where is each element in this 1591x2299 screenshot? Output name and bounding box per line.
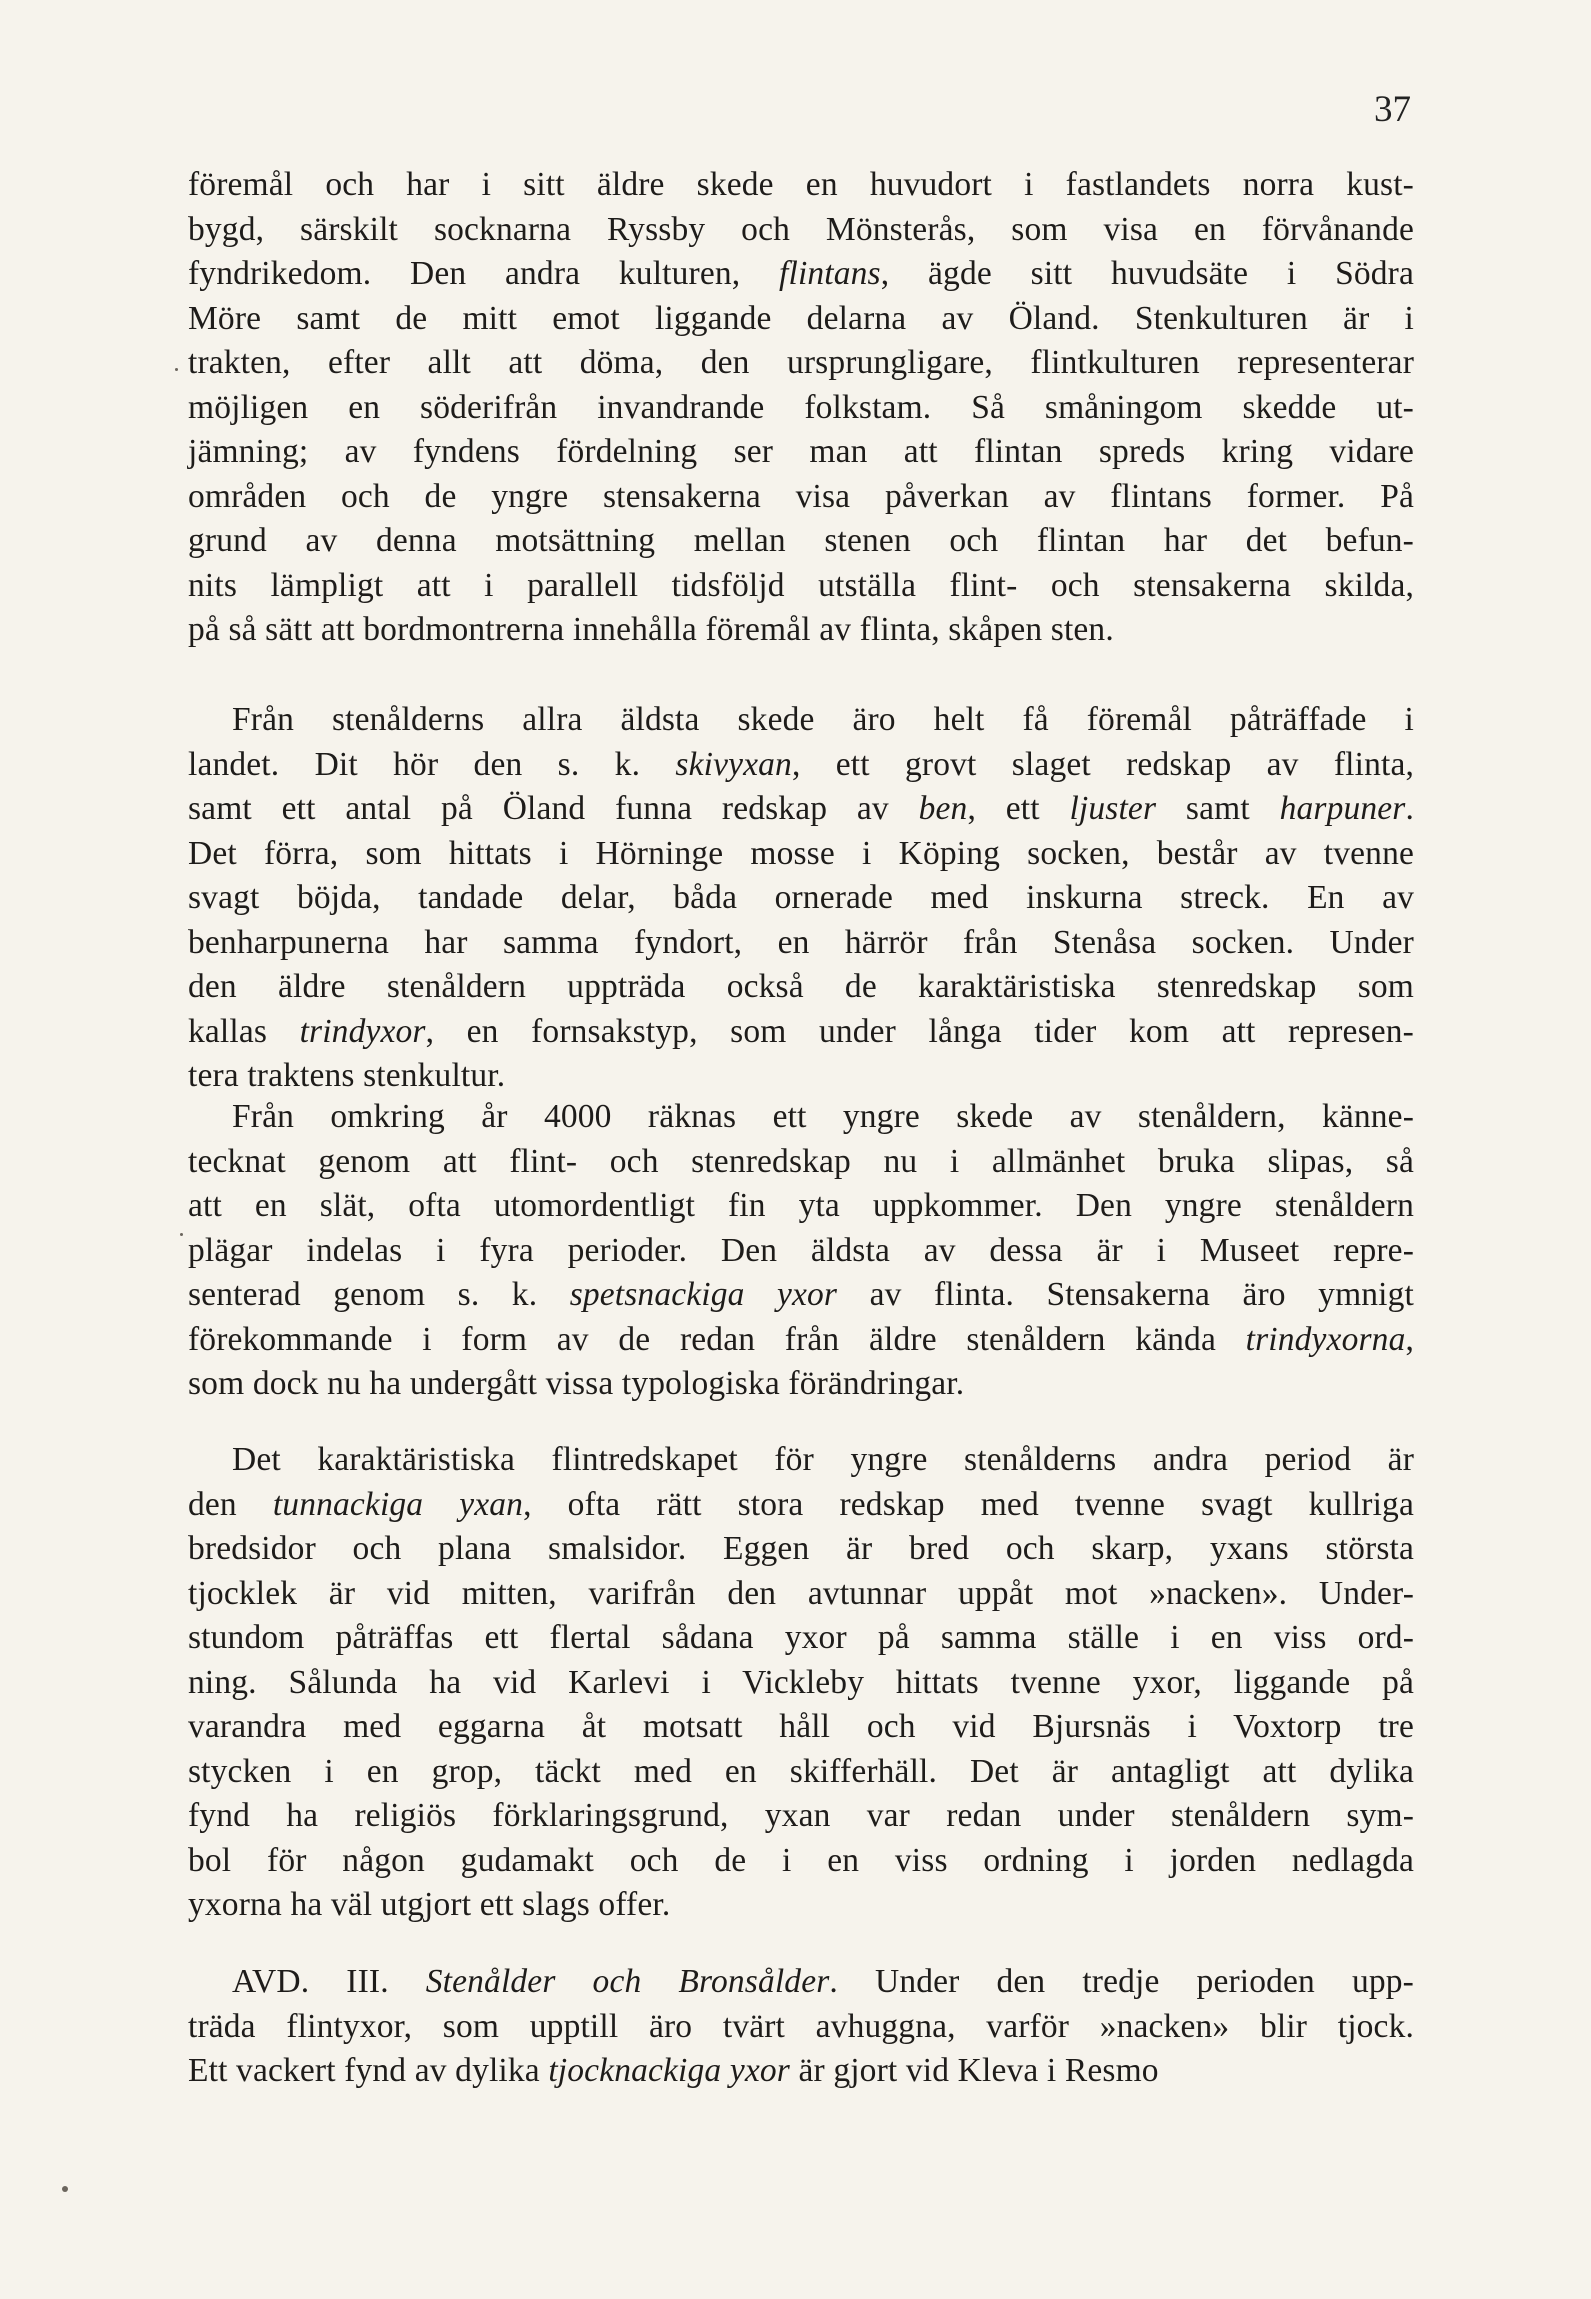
text-run: AVD. III.: [232, 1963, 426, 2000]
text-line: [188, 608, 1414, 653]
text-line: [188, 1438, 1414, 1483]
text-run: senterad genom s. k.: [188, 1276, 570, 1313]
text-run: föremål och har i sitt äldre skede en huvudort i fastlandets norra kust-: [188, 166, 1414, 203]
text-run: Det förra, som hittats i Hörninge mosse i Köping socken, består av tvenne: [188, 834, 1414, 872]
text-run: kallas: [188, 1012, 300, 1050]
text-run: trakten, efter allt att döma, den ursprungligare, flintkulturen representerar: [188, 344, 1414, 381]
text-run: förekommande i form av de redan från äldre stenåldern kända: [188, 1320, 1246, 1358]
text-line: [188, 519, 1414, 564]
text-run: .: [1405, 790, 1415, 827]
paragraph-4: [188, 1438, 1414, 1928]
paper-speck: [175, 368, 178, 371]
text-run: att en slät, ofta utomordentligt fin yta uppkommer. Den yngre stenåldern: [188, 1187, 1414, 1224]
paragraph-3: [188, 1095, 1414, 1407]
text-run: stundom påträffas ett flertal sådana yxor på samma ställe i en viss ord-: [188, 1619, 1414, 1656]
text-run: ,: [1405, 1320, 1414, 1358]
text-run: Det karaktäristiska flintredskapet för yngre stenålderns andra period är: [232, 1441, 1414, 1478]
text-line: [188, 430, 1414, 475]
paragraph-1: [188, 163, 1414, 653]
text-run: bygd, särskilt socknarna Ryssby och Mönsterås, som visa en förvånande: [188, 210, 1414, 248]
page-number: 37: [1374, 89, 1411, 130]
text-line: [188, 1616, 1414, 1661]
text-run: möjligen en söderifrån invandrande folkstam. Så småningom skedde ut-: [188, 388, 1414, 426]
text-line: [188, 876, 1414, 921]
italic-term: tunnackiga yxan: [272, 1485, 524, 1523]
text-line: [188, 475, 1414, 520]
text-run: , ägde sitt huvudsäte i Södra: [880, 255, 1415, 292]
text-run: samt ett antal på Öland funna redskap av: [188, 790, 919, 827]
text-line: [188, 2049, 1414, 2094]
paper-speck: [62, 2186, 68, 2192]
text-run: fyndrikedom. Den andra kulturen,: [188, 255, 780, 292]
italic-term: ljuster: [1069, 790, 1157, 827]
text-run: , ofta rätt stora redskap med tvenne svagt kullriga: [523, 1485, 1414, 1523]
italic-term: ben: [918, 790, 968, 827]
italic-term: harpuner: [1279, 790, 1406, 827]
italic-term: tjocknackiga yxor: [548, 2052, 790, 2089]
paragraph-2: [188, 698, 1414, 1099]
paragraph-5: [188, 1960, 1414, 2094]
text-line: [188, 297, 1414, 342]
text-line: [188, 1140, 1414, 1185]
italic-term: skivyxan: [675, 745, 792, 783]
text-run: grund av denna motsättning mellan stenen och flintan har det befun-: [188, 522, 1414, 559]
text-line: [188, 1273, 1414, 1318]
text-run: benharpunerna har samma fyndort, en härrör från Stenåsa socken. Under: [188, 923, 1414, 961]
text-run: träda flintyxor, som upptill äro tvärt avhuggna, varför »nacken» blir tjock.: [188, 2007, 1414, 2045]
text-run: plägar indelas i fyra perioder. Den äldsta av dessa är i Museet repre-: [188, 1231, 1414, 1269]
text-line: [188, 1318, 1414, 1363]
text-line: [188, 208, 1414, 253]
text-run: Från stenålderns allra äldsta skede äro helt få föremål påträffade i: [232, 701, 1414, 738]
text-line: [188, 1750, 1414, 1795]
italic-term: flintans: [779, 255, 881, 292]
paper-speck: [180, 1233, 183, 1236]
text-line: [188, 1095, 1414, 1140]
text-run: svagt böjda, tandade delar, båda ornerade med inskurna streck. En av: [188, 879, 1414, 916]
text-run: av flinta. Stensakerna äro ymnigt: [837, 1276, 1414, 1313]
text-line: [188, 698, 1414, 743]
text-line: [188, 1794, 1414, 1839]
text-run: är gjort vid Kleva i Resmo: [789, 2052, 1159, 2089]
text-run: Möre samt de mitt emot liggande delarna av Öland. Stenkulturen är i: [188, 299, 1414, 337]
text-line: [188, 743, 1414, 788]
text-run: tecknat genom att flint- och stenredskap nu i allmänhet bruka slipas, så: [188, 1142, 1414, 1180]
text-run: Från omkring år 4000 räknas ett yngre skede av stenåldern, känne-: [232, 1098, 1414, 1135]
text-run: bol för någon gudamakt och de i en viss ordning i jorden nedlagda: [188, 1841, 1414, 1879]
text-line: [188, 832, 1414, 877]
text-run: den: [188, 1485, 273, 1523]
text-line: [188, 564, 1414, 609]
text-run: på så sätt att bordmontrerna innehålla föremål av flinta, skåpen sten.: [188, 611, 1114, 648]
text-run: områden och de yngre stensakerna visa påverkan av flintans former. På: [188, 477, 1414, 515]
text-run: bredsidor och plana smalsidor. Eggen är bred och skarp, yxans största: [188, 1530, 1414, 1567]
text-line: [188, 252, 1414, 297]
text-run: ning. Sålunda ha vid Karlevi i Vickleby hittats tvenne yxor, liggande på: [188, 1663, 1414, 1701]
text-line: [188, 1527, 1414, 1572]
text-line: [188, 386, 1414, 431]
text-run: . Under den tredje perioden upp-: [829, 1963, 1414, 2000]
text-line: [188, 787, 1414, 832]
text-line: [188, 965, 1414, 1010]
text-line: [188, 341, 1414, 386]
text-line: [188, 1483, 1414, 1528]
text-run: samt: [1156, 790, 1280, 827]
text-run: tera traktens stenkultur.: [188, 1057, 506, 1094]
text-run: som dock nu ha undergått vissa typologiska förändringar.: [188, 1365, 965, 1402]
text-line: [188, 163, 1414, 208]
text-run: tjocklek är vid mitten, varifrån den avtunnar uppåt mot »nacken». Under-: [188, 1574, 1414, 1612]
text-line: [188, 1229, 1414, 1274]
italic-term: spetsnackiga yxor: [569, 1276, 838, 1313]
text-run: fynd ha religiös förklaringsgrund, yxan var redan under stenåldern sym-: [188, 1797, 1414, 1834]
text-run: stycken i en grop, täckt med en skifferhäll. Det är antagligt att dylika: [188, 1752, 1414, 1790]
text-line: [188, 1960, 1414, 2005]
text-line: [188, 1362, 1414, 1407]
text-line: [188, 2005, 1414, 2050]
text-line: [188, 1661, 1414, 1706]
text-line: [188, 1572, 1414, 1617]
text-line: [188, 1705, 1414, 1750]
text-run: nits lämpligt att i parallell tidsföljd utställa flint- och stensakerna skilda,: [188, 566, 1414, 604]
text-run: varandra med eggarna åt motsatt håll och vid Bjursnäs i Voxtorp tre: [188, 1708, 1414, 1745]
text-line: [188, 921, 1414, 966]
text-line: [188, 1839, 1414, 1884]
text-run: , en fornsakstyp, som under långa tider kom att represen-: [425, 1012, 1414, 1050]
text-run: jämning; av fyndens fördelning ser man att flintan spreds kring vidare: [188, 433, 1414, 470]
text-run: , ett: [967, 790, 1070, 827]
text-run: landet. Dit hör den s. k.: [188, 745, 676, 783]
text-line: [188, 1010, 1414, 1055]
text-line: [188, 1184, 1414, 1229]
text-line: [188, 1054, 1414, 1099]
text-run: den äldre stenåldern uppträda också de karaktäristiska stenredskap som: [188, 968, 1414, 1005]
italic-term: Stenålder och Bronsålder: [425, 1963, 830, 2000]
text-line: [188, 1883, 1414, 1928]
text-run: , ett grovt slaget redskap av flinta,: [791, 745, 1414, 783]
text-run: yxorna ha väl utgjort ett slags offer.: [188, 1886, 671, 1923]
italic-term: trindyxorna: [1245, 1320, 1406, 1358]
italic-term: trindyxor: [299, 1012, 426, 1050]
text-run: Ett vackert fynd av dylika: [188, 2052, 549, 2089]
